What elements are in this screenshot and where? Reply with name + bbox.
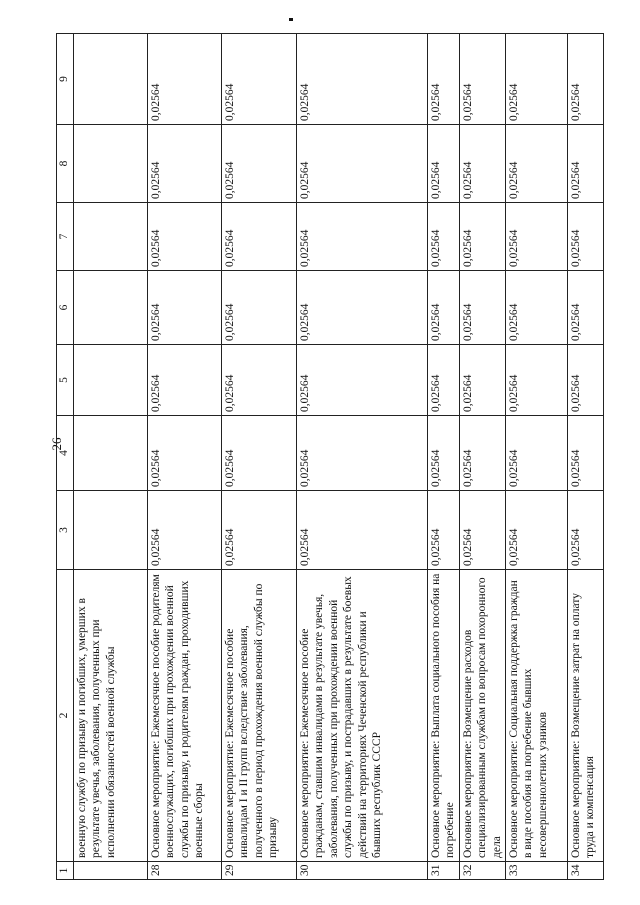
value-cell: 0,02564 xyxy=(428,491,460,570)
value-cell: 0,02564 xyxy=(222,34,297,125)
header-cell: 9 xyxy=(57,34,74,125)
value-cell: 0,02564 xyxy=(428,416,460,491)
value-cell: 0,02564 xyxy=(505,203,567,271)
value-cell: 0,02564 xyxy=(428,125,460,203)
value-cell: 0,02564 xyxy=(148,345,222,416)
header-cell: 6 xyxy=(57,271,74,345)
header-cell: 2 xyxy=(57,570,74,862)
scan-mark xyxy=(289,18,293,21)
value-cell: 0,02564 xyxy=(459,203,505,271)
value-cell: 0,02564 xyxy=(148,34,222,125)
row-number-cell xyxy=(74,862,148,880)
header-row xyxy=(57,34,74,880)
value-cell: 0,02564 xyxy=(459,416,505,491)
value-cell xyxy=(74,125,148,203)
value-cell xyxy=(74,203,148,271)
row-number-cell: 28 xyxy=(148,862,222,880)
value-cell: 0,02564 xyxy=(297,271,428,345)
value-cell: 0,02564 xyxy=(148,271,222,345)
table-row xyxy=(505,34,567,880)
rotated-table-wrapper xyxy=(56,54,599,880)
value-cell: 0,02564 xyxy=(459,345,505,416)
value-cell xyxy=(74,34,148,125)
value-cell: 0,02564 xyxy=(428,271,460,345)
description-cell: Основное мероприятие: Возмещение затрат на оплату труда и компенсация xyxy=(567,570,603,862)
description-cell: Основное мероприятие: Ежемесячное пособие гражданам, ставшим инвалидами в результате увечья, заболевания, полученных при прохождении военной службы по призыву, и пострадавших в результате боевых действий на территориях Чеченской республики и бывших республик СССР xyxy=(297,570,428,862)
header-cell: 8 xyxy=(57,125,74,203)
value-cell: 0,02564 xyxy=(222,491,297,570)
value-cell: 0,02564 xyxy=(222,125,297,203)
description-cell: военную службу по призыву и погибших, умерших в результате увечья, заболевания, полученных при исполнении обязанностей военной службы xyxy=(74,570,148,862)
value-cell: 0,02564 xyxy=(222,416,297,491)
table-row xyxy=(428,34,460,880)
value-cell: 0,02564 xyxy=(297,125,428,203)
row-number-cell: 34 xyxy=(567,862,603,880)
row-number-cell: 30 xyxy=(297,862,428,880)
value-cell: 0,02564 xyxy=(148,125,222,203)
value-cell: 0,02564 xyxy=(428,34,460,125)
page-number: 26 xyxy=(49,437,64,451)
value-cell: 0,02564 xyxy=(505,125,567,203)
header-cell: 7 xyxy=(57,203,74,271)
value-cell xyxy=(74,491,148,570)
table-row xyxy=(222,34,297,880)
description-cell: Основное мероприятие: Возмещение расходов специализированным службам по вопросам похоронного дела xyxy=(459,570,505,862)
value-cell: 0,02564 xyxy=(148,491,222,570)
value-cell: 0,02564 xyxy=(297,203,428,271)
value-cell: 0,02564 xyxy=(222,203,297,271)
description-cell: Основное мероприятие: Ежемесячное пособие родителям военнослужащих, погибших при прохождении военной службы по призыву, и родителям граждан, проходивших военные сборы xyxy=(148,570,222,862)
value-cell: 0,02564 xyxy=(505,416,567,491)
value-cell: 0,02564 xyxy=(567,491,603,570)
value-cell: 0,02564 xyxy=(459,271,505,345)
value-cell: 0,02564 xyxy=(505,34,567,125)
row-number-cell: 29 xyxy=(222,862,297,880)
header-cell: 4 xyxy=(57,416,74,491)
value-cell: 0,02564 xyxy=(567,34,603,125)
value-cell: 0,02564 xyxy=(567,203,603,271)
table-row xyxy=(459,34,505,880)
value-cell: 0,02564 xyxy=(567,125,603,203)
row-number-cell: 33 xyxy=(505,862,567,880)
value-cell: 0,02564 xyxy=(222,345,297,416)
value-cell: 0,02564 xyxy=(505,491,567,570)
header-cell: 1 xyxy=(57,862,74,880)
description-cell: Основное мероприятие: Социальная поддержка граждан в виде пособия на погребение бывших несовершеннолетних узников xyxy=(505,570,567,862)
value-cell: 0,02564 xyxy=(459,34,505,125)
value-cell xyxy=(74,345,148,416)
value-cell: 0,02564 xyxy=(567,416,603,491)
data-table xyxy=(56,33,604,880)
value-cell: 0,02564 xyxy=(297,345,428,416)
value-cell: 0,02564 xyxy=(428,203,460,271)
value-cell: 0,02564 xyxy=(459,491,505,570)
value-cell: 0,02564 xyxy=(567,271,603,345)
value-cell: 0,02564 xyxy=(459,125,505,203)
value-cell: 0,02564 xyxy=(148,203,222,271)
table-row xyxy=(74,34,148,880)
description-cell: Основное мероприятие: Выплата социального пособия на погребение xyxy=(428,570,460,862)
row-number-cell: 31 xyxy=(428,862,460,880)
value-cell: 0,02564 xyxy=(148,416,222,491)
value-cell: 0,02564 xyxy=(222,271,297,345)
value-cell: 0,02564 xyxy=(505,271,567,345)
value-cell: 0,02564 xyxy=(297,34,428,125)
value-cell: 0,02564 xyxy=(297,491,428,570)
table-row xyxy=(567,34,603,880)
description-cell: Основное мероприятие: Ежемесячное пособие инвалидам I и II групп вследствие заболевания, полученного в период прохождения военной службы по призыву xyxy=(222,570,297,862)
header-cell: 5 xyxy=(57,345,74,416)
value-cell: 0,02564 xyxy=(297,416,428,491)
value-cell: 0,02564 xyxy=(505,345,567,416)
table-row xyxy=(148,34,222,880)
value-cell xyxy=(74,416,148,491)
header-cell: 3 xyxy=(57,491,74,570)
value-cell xyxy=(74,271,148,345)
value-cell: 0,02564 xyxy=(428,345,460,416)
table-row xyxy=(297,34,428,880)
value-cell: 0,02564 xyxy=(567,345,603,416)
row-number-cell: 32 xyxy=(459,862,505,880)
